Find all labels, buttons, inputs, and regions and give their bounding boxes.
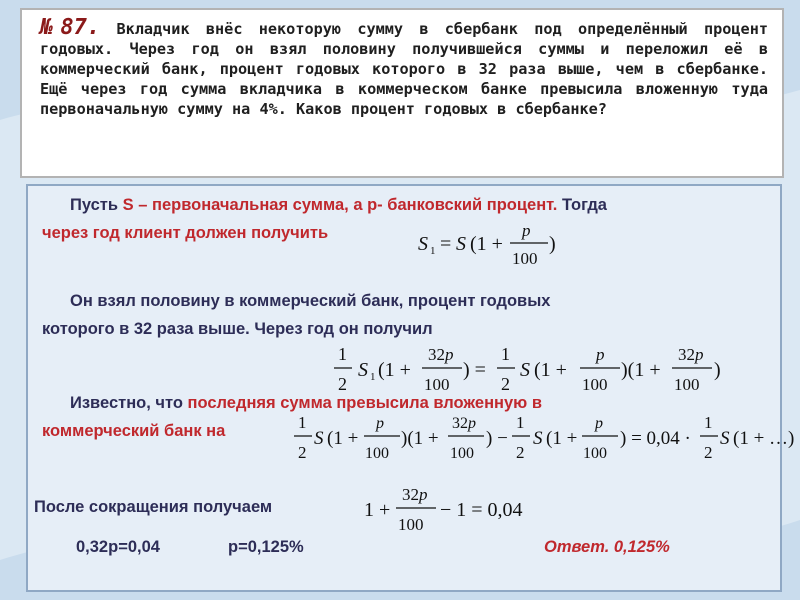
formula-commercial <box>328 338 728 402</box>
svg-text:(1 +: (1 + <box>546 428 578 449</box>
svg-text:32p: 32p <box>678 345 704 364</box>
svg-text:): ) <box>714 359 721 381</box>
solution-line-6: коммерческий банк на <box>42 422 226 440</box>
svg-text:− 1 = 0,04: − 1 = 0,04 <box>440 499 523 521</box>
svg-text:(1 + …): (1 + …) <box>733 428 795 449</box>
problem-text: Вкладчик внёс некоторую сумму в сбербанк под определённый процент годовых. Через год он взял половину получившейся суммы и переложил её в коммерческий банк, процент годовых которого в 32 раза выше, чем в сбербанке. Ещё через год сумма вкладчика в коммерческом банке превысила вложенную туда первоначальную сумму на 4%. Каков процент годовых в сбербанке? <box>40 20 768 118</box>
svg-text:100: 100 <box>512 249 538 268</box>
svg-text:32p: 32p <box>402 485 428 504</box>
solution-line-8a: 0,32р=0,04 <box>76 538 160 556</box>
svg-text:1: 1 <box>338 344 347 364</box>
svg-text:S: S <box>456 233 466 255</box>
solution-line-4: которого в 32 раза выше. Через год он получил <box>42 320 433 338</box>
svg-text:(1 +: (1 + <box>534 359 567 381</box>
svg-text:)(1 +: )(1 + <box>401 428 439 449</box>
formula-equation <box>290 408 795 470</box>
svg-text:32p: 32p <box>452 415 476 432</box>
svg-text:(1 +: (1 + <box>470 233 503 255</box>
svg-text:p: p <box>376 415 384 432</box>
problem-number: №87. <box>40 15 101 40</box>
svg-text:) =: ) = <box>463 359 486 381</box>
svg-text:p: p <box>596 345 605 364</box>
svg-text:1: 1 <box>298 413 307 432</box>
svg-text:(1 +: (1 + <box>327 428 359 449</box>
svg-text:S: S <box>720 428 730 449</box>
svg-text:100: 100 <box>583 445 607 462</box>
svg-text:S: S <box>358 359 368 381</box>
svg-text:2: 2 <box>704 443 713 462</box>
svg-text:) −: ) − <box>486 428 508 449</box>
svg-text:100: 100 <box>582 375 608 394</box>
svg-text:S: S <box>314 428 324 449</box>
svg-text:S: S <box>533 428 543 449</box>
svg-text:1: 1 <box>704 413 713 432</box>
svg-text:1: 1 <box>501 344 510 364</box>
solution-line-8b: р=0,125% <box>228 538 304 556</box>
svg-text:(1 +: (1 + <box>378 359 411 381</box>
solution-line-7: После сокращения получаем <box>34 498 273 516</box>
svg-text:1 +: 1 + <box>364 499 391 521</box>
svg-text:): ) <box>549 233 556 255</box>
formula-reduced <box>362 482 562 540</box>
svg-text:p: p <box>522 221 531 240</box>
svg-text:) = 0,04 ·: ) = 0,04 · <box>620 428 691 449</box>
svg-text:100: 100 <box>674 375 700 394</box>
svg-text:1: 1 <box>370 371 376 383</box>
svg-text:100: 100 <box>450 445 474 462</box>
problem-box <box>20 8 784 178</box>
let-text: Пусть <box>70 196 123 214</box>
svg-text:100: 100 <box>398 515 424 534</box>
svg-text:2: 2 <box>298 443 307 462</box>
svg-text:p: p <box>595 415 603 432</box>
answer-text: Ответ. 0,125% <box>544 538 670 556</box>
svg-text:100: 100 <box>365 445 389 462</box>
solution-line-2: через год клиент должен получить <box>42 224 329 242</box>
solution-line-1 <box>70 196 607 215</box>
then-text: Тогда <box>557 196 607 214</box>
svg-text:1: 1 <box>430 245 436 257</box>
svg-text:2: 2 <box>338 374 347 394</box>
svg-text:)(1 +: )(1 + <box>621 359 661 381</box>
formula-s1 <box>416 214 576 270</box>
solution-line-3: Он взял половину в коммерческий банк, процент годовых <box>70 292 551 310</box>
definition-text: S – первоначальная сумма, а р- банковский процент. <box>122 196 558 214</box>
svg-text:2: 2 <box>516 443 525 462</box>
svg-text:100: 100 <box>424 375 450 394</box>
svg-text:=: = <box>440 233 452 255</box>
svg-text:32p: 32p <box>428 345 454 364</box>
svg-text:S: S <box>418 233 428 255</box>
known-text: Известно, что <box>70 394 188 412</box>
svg-text:1: 1 <box>516 413 525 432</box>
svg-text:2: 2 <box>501 374 510 394</box>
solution-box <box>26 184 795 592</box>
condition-text: последняя сумма превысила вложенную в <box>187 394 542 412</box>
svg-text:S: S <box>520 359 530 381</box>
